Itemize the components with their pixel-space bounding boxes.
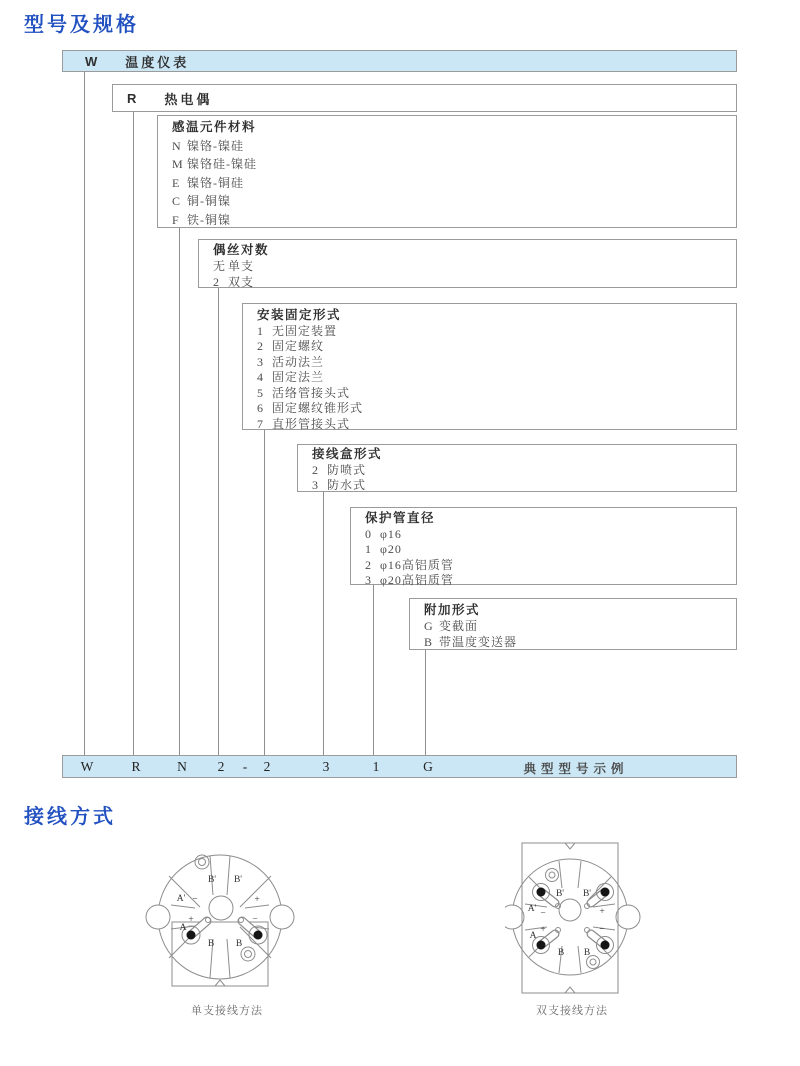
terminal-label: B'	[555, 889, 565, 899]
terminal-lugs	[191, 921, 258, 935]
screw-hole-icon	[241, 947, 255, 961]
terminal-label: B'	[233, 875, 243, 885]
terminal-dot	[601, 888, 610, 897]
terminal-label: B	[207, 939, 215, 949]
polarity-label: +	[254, 895, 260, 905]
spec-item	[172, 155, 736, 174]
spec-item-code: E	[172, 175, 181, 190]
typical-model-caption: 典型型号示例	[523, 762, 629, 776]
connector-line	[84, 72, 85, 755]
spec-item-label: 固定螺纹	[272, 339, 325, 353]
side-notch	[616, 905, 640, 929]
spec-item-code: 7	[257, 416, 264, 431]
spec-box-mounting	[242, 303, 737, 430]
terminal-dot	[187, 931, 196, 940]
spec-item-label: 固定螺纹锥形式	[272, 401, 364, 415]
spec-item-code: 6	[257, 401, 264, 415]
wire-hole	[585, 928, 590, 933]
model-char: W	[80, 759, 94, 774]
side-notch	[146, 905, 170, 929]
spec-item-code: B	[424, 635, 434, 649]
typical-model-bar	[62, 755, 737, 778]
spec-item	[365, 558, 736, 574]
spec-box-additional	[409, 598, 737, 650]
model-char: N	[177, 759, 187, 774]
model-char: 2	[217, 759, 225, 774]
spec-box-title: 附加形式	[424, 603, 481, 617]
spec-item-label: 无固定装置	[272, 323, 338, 338]
model-label: 热电偶	[164, 91, 213, 107]
center-mark	[565, 843, 575, 849]
spec-item-label: 镍铬-铜硅	[187, 175, 244, 190]
terminal-dot	[601, 941, 610, 950]
spec-item-label: 镍铬硅-镍硅	[187, 157, 257, 171]
terminal-label: B'	[582, 889, 592, 899]
spec-box-title: 偶丝对数	[213, 243, 270, 257]
double-wiring-diagram	[505, 840, 675, 998]
polarity-label: +	[599, 907, 605, 917]
head-outline	[512, 859, 628, 975]
side-notch	[270, 905, 294, 929]
spec-item-code: 无	[213, 259, 227, 273]
spec-item	[365, 573, 736, 589]
polarity-label: +	[188, 915, 194, 925]
spec-item-code: 1	[365, 542, 372, 556]
spec-item-label: 带温度变送器	[439, 635, 518, 649]
model-char: 1	[372, 759, 380, 774]
spec-item	[213, 274, 736, 290]
spec-item-label: 防喷式	[327, 462, 367, 477]
spec-item-label: φ20	[380, 542, 402, 556]
spec-item-label: 双支	[228, 275, 255, 289]
polarity-label: +	[540, 925, 546, 935]
spec-item-code: 2	[257, 339, 264, 353]
spec-item-label: 变截面	[439, 619, 479, 633]
spec-item-label: φ16高铝质管	[380, 557, 454, 572]
spec-item-code: C	[172, 194, 182, 208]
spec-item-label: 直形管接头式	[272, 416, 351, 431]
terminal-dot	[537, 888, 546, 897]
polarity-label: −	[252, 915, 258, 925]
spec-item-code: N	[172, 138, 182, 153]
spec-item	[257, 370, 736, 386]
spec-item-label: 活动法兰	[272, 354, 325, 369]
terminal-label: A	[179, 923, 187, 933]
polarity-label: −	[540, 909, 546, 919]
model-char: R	[131, 759, 141, 774]
model-label: 温度仪表	[125, 54, 190, 70]
center-hole	[209, 896, 233, 920]
spec-item	[257, 417, 736, 433]
connector-line	[425, 650, 426, 755]
connector-line	[373, 585, 374, 755]
model-box-thermocouple	[112, 84, 737, 112]
spec-item-code: 3	[365, 573, 372, 587]
terminal-label: B'	[207, 875, 217, 885]
model-char: 2	[263, 759, 271, 774]
center-mark	[215, 980, 225, 986]
spec-item-code: 2	[365, 557, 372, 572]
spec-box-title: 保护管直径	[365, 511, 436, 525]
spec-item-label: 铁-铜镍	[187, 212, 231, 227]
head-outline	[158, 855, 282, 979]
spec-box-element-material	[157, 115, 737, 228]
spec-item-code: 1	[257, 323, 264, 338]
spec-box-wire-pairs	[198, 239, 737, 288]
spec-box-junction-box	[297, 444, 737, 492]
spec-item-code: M	[172, 157, 184, 171]
spec-item	[172, 211, 736, 230]
spec-item	[257, 401, 736, 417]
terminal-label: B	[583, 948, 591, 958]
spec-item	[312, 478, 736, 494]
spec-box-title: 感温元件材料	[172, 120, 257, 134]
terminal-label: A'	[527, 904, 537, 914]
spec-item-label: φ20高铝质管	[380, 573, 454, 587]
connector-line	[264, 430, 265, 755]
spec-item	[172, 174, 736, 193]
spec-item	[365, 527, 736, 543]
model-code: W	[85, 53, 98, 69]
connector-line	[218, 288, 219, 755]
spec-item-code: 2	[213, 275, 220, 289]
model-char: -	[242, 759, 248, 774]
double-wiring-caption: 双支接线方法	[536, 1005, 608, 1017]
spec-item-label: 固定法兰	[272, 370, 325, 384]
screw-hole-icon	[195, 855, 209, 869]
screw-hole-icon	[546, 869, 559, 882]
terminal-label: B	[557, 948, 565, 958]
terminal-label: B	[235, 939, 243, 949]
polarity-label: −	[599, 925, 605, 935]
spec-item	[257, 339, 736, 355]
spec-item-label: 防水式	[327, 478, 367, 492]
model-char: G	[423, 759, 433, 774]
polarity-label: −	[192, 895, 198, 905]
spec-item-code: G	[424, 619, 434, 633]
spec-item	[424, 618, 736, 634]
spec-item-code: 5	[257, 385, 264, 400]
spec-item	[172, 137, 736, 156]
single-wiring-caption: 单支接线方法	[191, 1005, 263, 1017]
center-hole	[559, 899, 581, 921]
spec-item-code: 3	[257, 354, 264, 369]
spec-item	[257, 324, 736, 340]
spec-item-label: 单支	[228, 259, 255, 273]
spec-item	[424, 634, 736, 650]
model-char: 3	[322, 759, 330, 774]
spec-item-label: φ16	[380, 526, 402, 541]
spec-item-label: 镍铬-镍硅	[187, 138, 244, 153]
terminal-dot	[537, 941, 546, 950]
model-code: R	[127, 90, 137, 106]
terminal-label: A	[529, 931, 537, 941]
section-title-model-spec: 型号及规格	[24, 14, 139, 36]
spec-item-label: 活络管接头式	[272, 385, 351, 400]
spec-item-label: 铜-铜镍	[187, 194, 231, 208]
spec-item	[365, 542, 736, 558]
single-wiring-diagram	[138, 843, 308, 993]
spec-item-code: 0	[365, 526, 372, 541]
spec-item	[257, 386, 736, 402]
connector-line	[179, 228, 180, 755]
spec-item	[257, 355, 736, 371]
spec-box-title: 安装固定形式	[257, 308, 342, 322]
spec-box-tube-diameter	[350, 507, 737, 585]
mounting-rect	[522, 843, 618, 993]
spec-item-code: 3	[312, 478, 319, 492]
connector-line	[323, 492, 324, 755]
terminal-lugs	[541, 892, 605, 945]
terminal-dot	[254, 931, 263, 940]
spec-item-code: 2	[312, 462, 319, 477]
connector-line	[133, 112, 134, 755]
spec-item-code: F	[172, 212, 180, 227]
terminal-label: A'	[176, 894, 186, 904]
spec-item	[213, 258, 736, 274]
spec-box-title: 接线盒形式	[312, 447, 383, 461]
section-title-wiring: 接线方式	[24, 806, 116, 828]
spec-item-code: 4	[257, 370, 264, 384]
side-notch	[505, 905, 524, 929]
model-box-instrument	[62, 50, 737, 72]
center-mark	[565, 987, 575, 993]
spec-item	[172, 192, 736, 211]
spec-item	[312, 463, 736, 479]
